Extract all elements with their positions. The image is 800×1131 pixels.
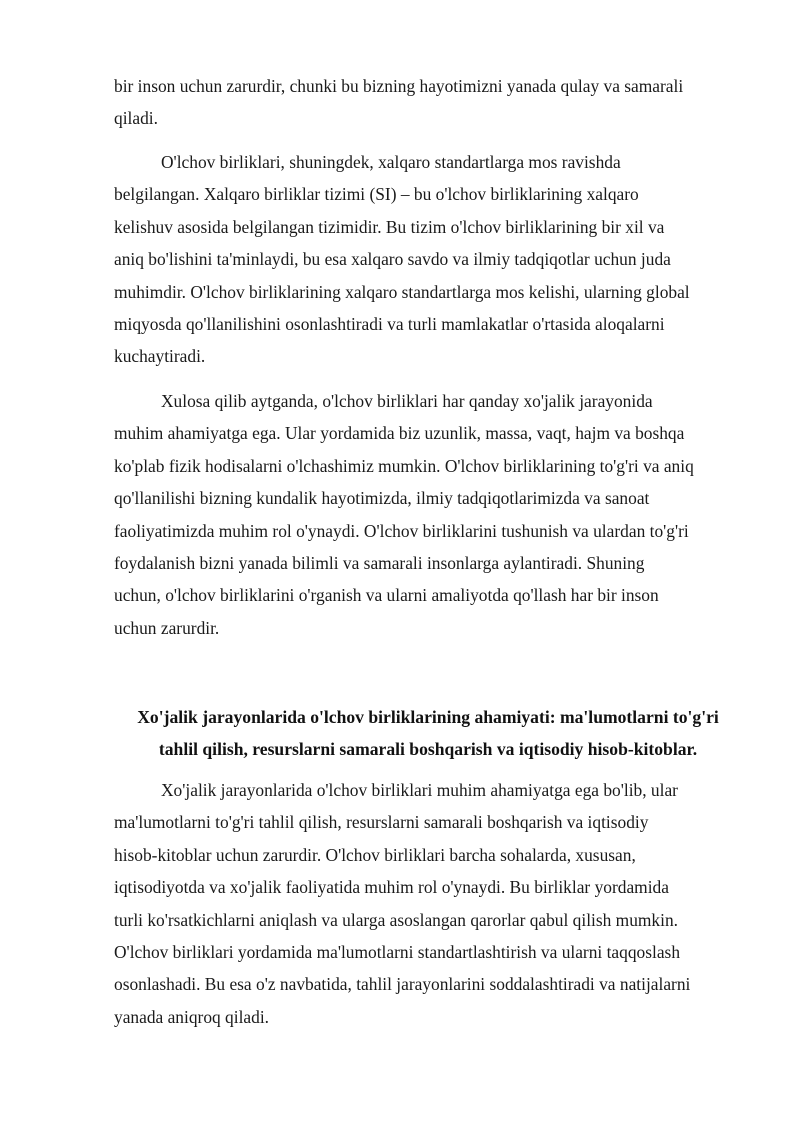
text-line: muhimdir. O'lchov birliklarining xalqaro standartlarga mos kelishi, ularning global xyxy=(114,281,690,302)
text-line: qo'llanilishi bizning kundalik hayotimizda, ilmiy tadqiqotlarimizda va sanoat xyxy=(114,488,650,509)
text-line: osonlashadi. Bu esa o'z navbatida, tahlil jarayonlarini soddalashtiradi va natijalarni xyxy=(114,974,691,995)
text-line: qiladi. xyxy=(114,108,158,129)
paragraph-si-standards xyxy=(114,146,738,373)
text-line: O'lchov birliklari, shuningdek, xalqaro standartlarga mos ravishda xyxy=(161,152,621,172)
heading-line: Xo'jalik jarayonlarida o'lchov birliklarining ahamiyati: ma'lumotlarni to'g'ri xyxy=(137,707,719,727)
paragraph-continuation xyxy=(114,70,738,135)
text-line: Xo'jalik jarayonlarida o'lchov birliklari muhim ahamiyatga ega bo'lib, ular xyxy=(161,780,678,800)
text-line: foydalanish bizni yanada bilimli va samarali insonlarga aylantiradi. Shuning xyxy=(114,553,645,574)
text-line: kelishuv asosida belgilangan tizimidir. Bu tizim o'lchov birliklarining bir xil va xyxy=(114,216,665,237)
text-line: muhim ahamiyatga ega. Ular yordamida biz uzunlik, massa, vaqt, hajm va boshqa xyxy=(114,423,685,444)
text-line: uchun, o'lchov birliklarini o'rganish va ularni amaliyotda qo'llash har bir inson xyxy=(114,585,659,606)
section-heading xyxy=(100,701,756,765)
text-line: bir inson uchun zarurdir, chunki bu bizning hayotimizni yanada qulay va samarali xyxy=(114,76,684,96)
paragraph-section-body xyxy=(114,774,738,1033)
text-line: iqtisodiyotda va xo'jalik faoliyatida muhim rol o'ynaydi. Bu birliklar yordamida xyxy=(114,877,669,898)
text-line: miqyosda qo'llanilishini osonlashtiradi va turli mamlakatlar o'rtasida aloqalarni xyxy=(114,314,665,335)
text-line: belgilangan. Xalqaro birliklar tizimi (SI) – bu o'lchov birliklarining xalqaro xyxy=(114,184,639,205)
text-line: yanada aniqroq qiladi. xyxy=(114,1006,270,1027)
heading-line: tahlil qilish, resurslarni samarali boshqarish va iqtisodiy hisob-kitoblar. xyxy=(158,739,698,759)
text-line: uchun zarurdir. xyxy=(114,617,220,638)
text-line: ma'lumotlarni to'g'ri tahlil qilish, resurslarni samarali boshqarish va iqtisodiy xyxy=(114,812,649,833)
text-line: kuchaytiradi. xyxy=(114,346,206,367)
text-line: hisob-kitoblar uchun zarurdir. O'lchov birliklari barcha sohalarda, xususan, xyxy=(114,844,636,865)
text-line: aniq bo'lishini ta'minlaydi, bu esa xalqaro savdo va ilmiy tadqiqotlar uchun juda xyxy=(114,249,671,270)
text-line: faoliyatimizda muhim rol o'ynaydi. O'lchov birliklarini tushunish va ulardan to'g'ri xyxy=(114,520,689,541)
text-line: turli ko'rsatkichlarni aniqlash va ularga asoslangan qarorlar qabul qilish mumkin. xyxy=(114,909,679,930)
text-line: Xulosa qilib aytganda, o'lchov birliklari har qanday xo'jalik jarayonida xyxy=(161,391,653,411)
text-line: O'lchov birliklari yordamida ma'lumotlarni standartlashtirish va ularni taqqoslash xyxy=(114,942,681,963)
paragraph-conclusion xyxy=(114,385,738,644)
text-line: ko'plab fizik hodisalarni o'lchashimiz mumkin. O'lchov birliklarining to'g'ri va aniq xyxy=(114,455,694,476)
